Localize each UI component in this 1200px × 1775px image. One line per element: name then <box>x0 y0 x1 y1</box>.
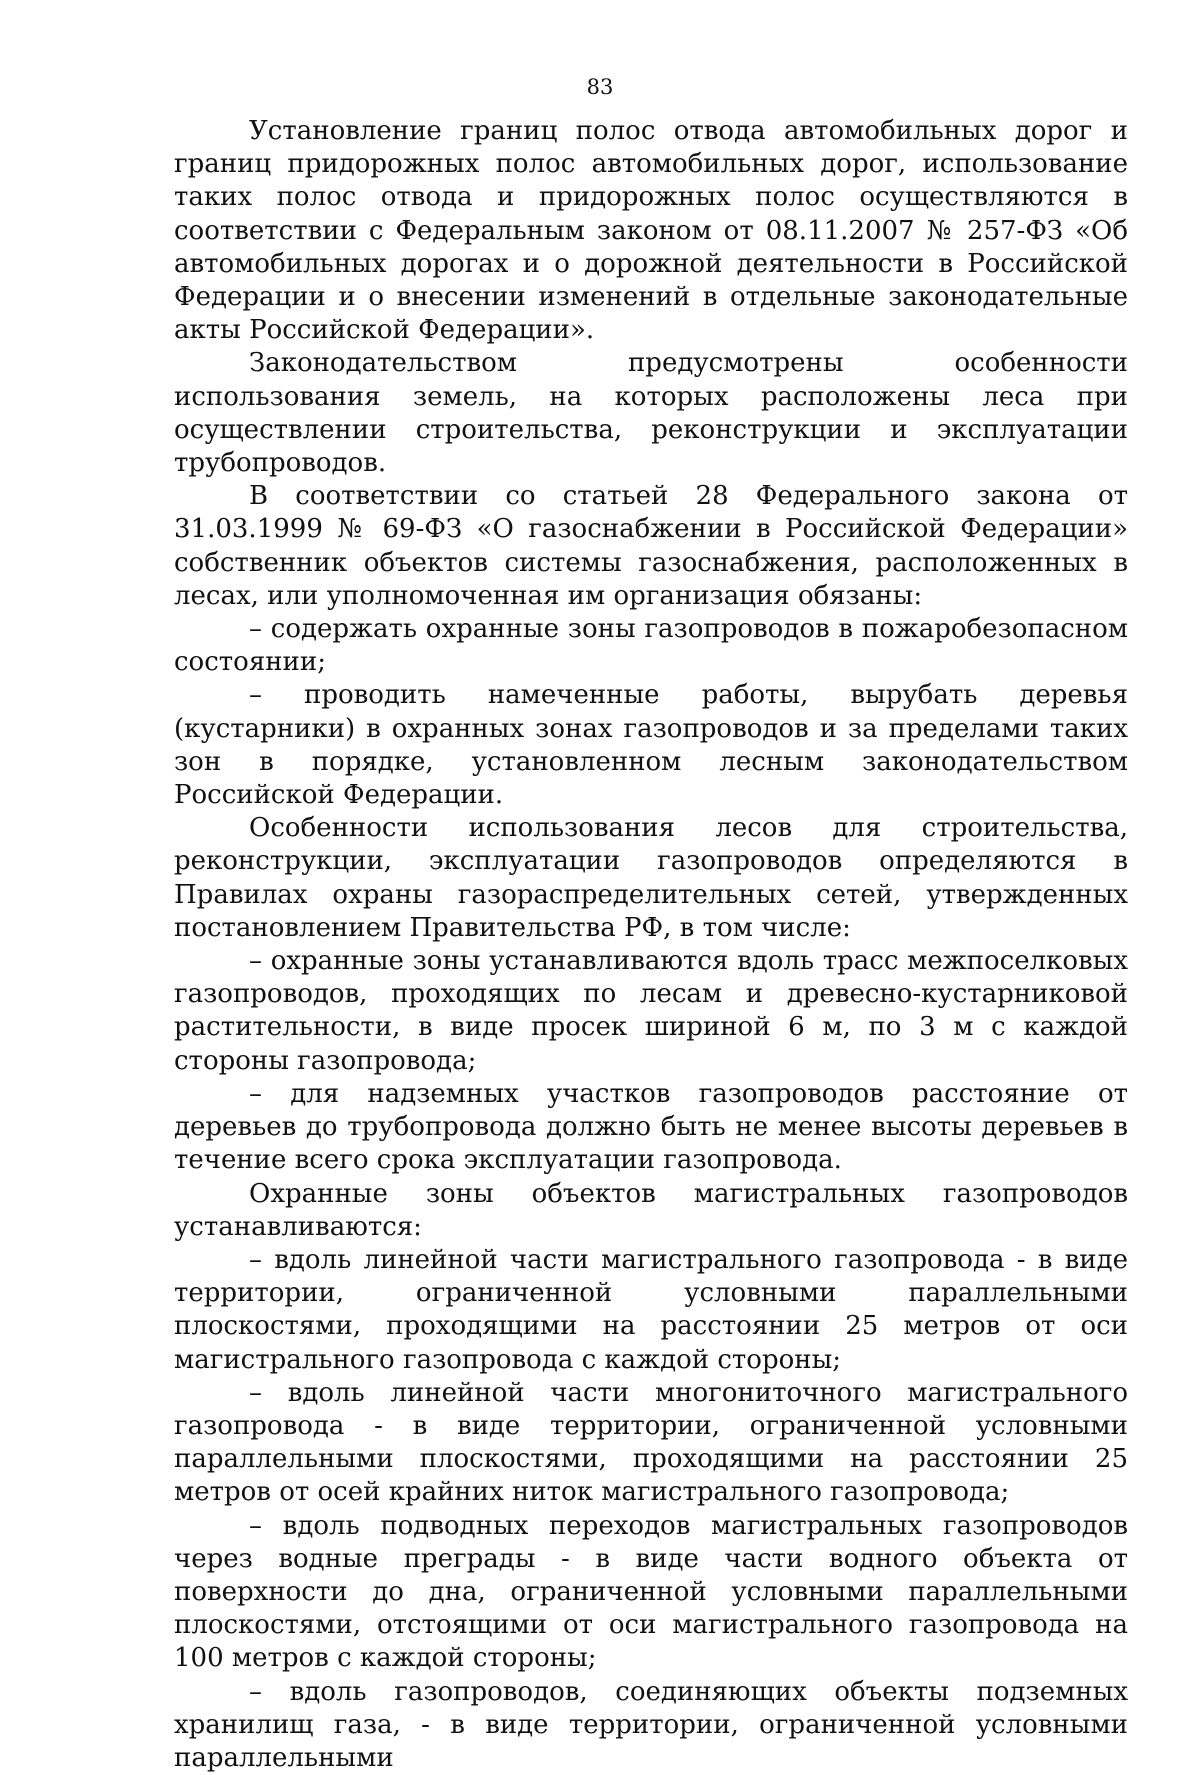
paragraph-legislation-forest-lands: Законодательством предусмотрены особенности использования земель, на которых расположены леса при осуществлении строительства, реконструкции и эксплуатации трубопроводов. <box>174 348 1128 479</box>
paragraph-forest-use-features: Особенности использования лесов для строительства, реконструкции, эксплуатации газопроводов определяются в Правилах охраны газораспределительных сетей, утвержденных постановлением Правительства РФ, в том числе: <box>174 813 1128 943</box>
document-body <box>174 115 1128 1775</box>
list-item-underwater-crossings: – вдоль подводных переходов магистральных газопроводов через водные преграды - в виде части водного объекта от поверхности до дна, ограниченной условными параллельными плоскостями, отстоящими от оси магистрального газопровода на 100 метров с каждой стороны; <box>174 1510 1128 1674</box>
list-item-protection-zones-clearings: – охранные зоны устанавливаются вдоль трасс межпоселковых газопроводов, проходящих по лесам и древесно-кустарниковой растительности, в виде просек шириной 6 м, по 3 м с каждой стороны газопровода; <box>174 946 1128 1076</box>
paragraph-main-pipeline-zones: Охранные зоны объектов магистральных газопроводов устанавливаются: <box>174 1178 1128 1242</box>
list-item-linear-part: – вдоль линейной части магистрального газопровода - в виде территории, ограниченной условными параллельными плоскостями, проходящими на расстоянии 25 метров от оси магистрального газопровода с каждой стороны; <box>174 1244 1128 1375</box>
list-item-underground-storage: – вдоль газопроводов, соединяющих объекты подземных хранилищ газа, - в виде территории, ограниченной условными параллельными <box>174 1676 1128 1773</box>
paragraph-road-boundaries: Установление границ полос отвода автомобильных дорог и границ придорожных полос автомобильных дорог, использование таких полос отвода и придорожных полос осуществляются в соответствии с Федеральным законом от 08.11.2007 № 257-ФЗ «Об автомобильных дорогах и о дорожной деятельности в Российской Федерации и о внесении изменений в отдельные законодательные акты Российской Федерации». <box>174 116 1128 346</box>
list-item-tree-felling: – проводить намеченные работы, вырубать деревья (кустарники) в охранных зонах газопроводов и за пределами таких зон в порядке, установленном лесным законодательством Российской Федерации. <box>174 680 1128 811</box>
list-item-overground-sections: – для надземных участков газопроводов расстояние от деревьев до трубопровода должно быть не менее высоты деревьев в течение всего срока эксплуатации газопровода. <box>174 1078 1128 1176</box>
paragraph-gas-supply-law: В соответствии со статьей 28 Федерального закона от 31.03.1999 № 69-ФЗ «О газоснабжении в Российской Федерации» собственник объектов системы газоснабжения, расположенных в лесах, или уполномоченная им организация обязаны: <box>174 481 1128 611</box>
list-item-fire-safety: – содержать охранные зоны газопроводов в пожаробезопасном состоянии; <box>174 614 1128 678</box>
list-item-multi-line-pipeline: – вдоль линейной части многониточного магистрального газопровода - в виде территории, ограниченной условными параллельными плоскостями, проходящими на расстоянии 25 метров от осей крайних ниток магистрального газопровода; <box>174 1377 1128 1508</box>
page-number: 83 <box>586 75 614 99</box>
